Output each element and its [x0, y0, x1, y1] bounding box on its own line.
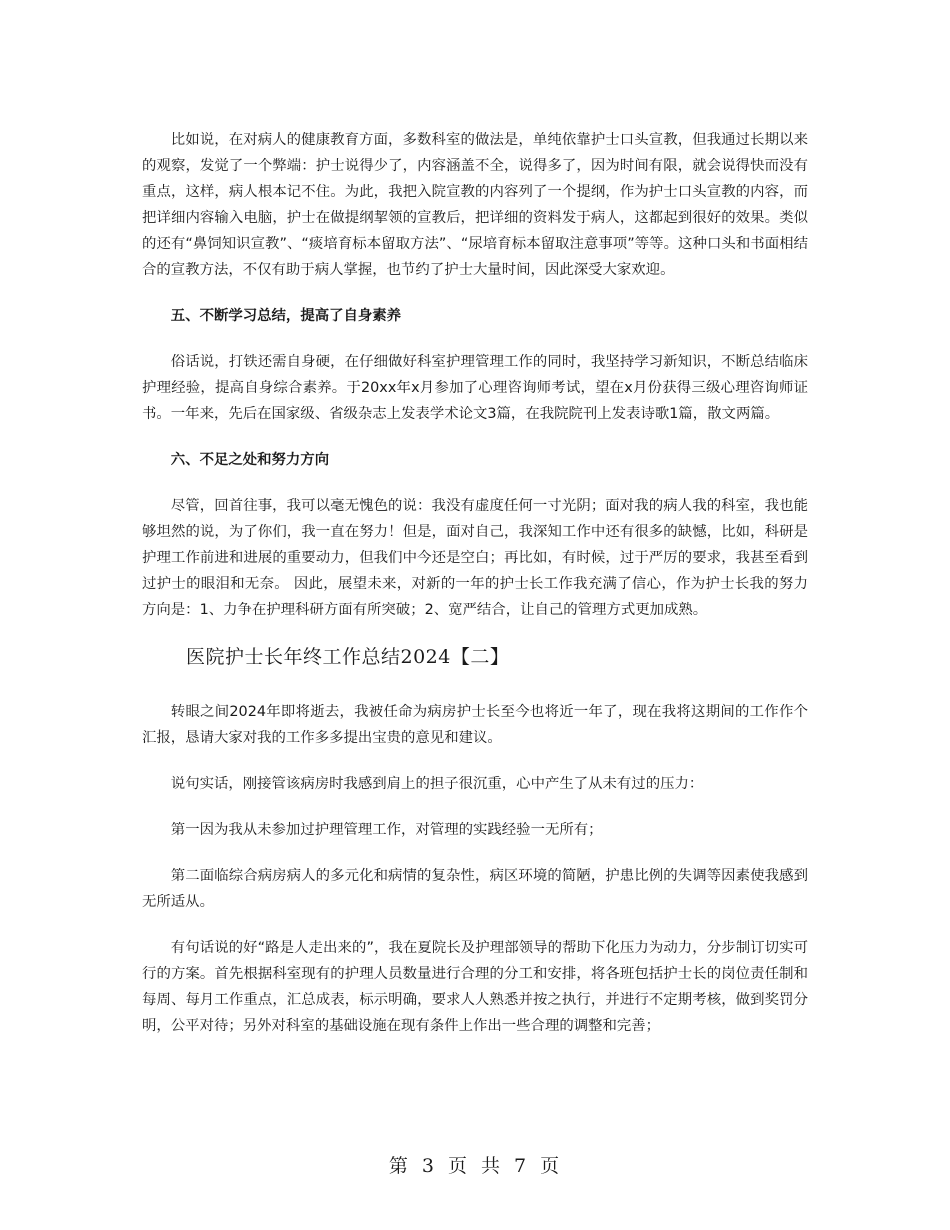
document-body	[142, 127, 808, 1059]
page-number-footer: 第 3 页 共 7 页	[388, 1155, 562, 1177]
section-title-part-2: 医院护士长年终工作总结2024【二】	[186, 646, 510, 668]
heading-section-6: 六、不足之处和努力方向	[170, 452, 330, 468]
paragraph-shortcomings: 尽管，回首往事，我可以毫无愧色的说：我没有虚度任何一寸光阴；面对我的病人我的科室，我也能够坦然的说，为了你们，我一直在努力！但是，面对自己，我深知工作中还有很多的缺憾，比如，科研是护理工作前进和进展的重要动力，但我们中今还是空白；再比如，有时候，过于严厉的要求，我甚至看到过护士的眼泪和无奈。 因此，展望未来，对新的一年的护士长工作我充满了信心，作为护士长我的努力方向是：1、力争在护理科研方面有所突破；2、宽严结合，让自己的管理方式更加成熟。	[142, 498, 808, 618]
paragraph-health-education: 比如说，在对病人的健康教育方面，多数科室的做法是，单纯依靠护士口头宣教，但我通过长期以来的观察，发觉了一个弊端：护士说得少了，内容涵盖不全，说得多了，因为时间有限，就会说得快而没有重点，这样，病人根本记不住。为此，我把入院宣教的内容列了一个提纲，作为护士口头宣教的内容，而把详细内容输入电脑，护士在做提纲挈领的宣教后，把详细的资料发于病人，这都起到很好的效果。类似的还有“鼻饲知识宣教”、“痰培育标本留取方法”、“尿培育标本留取注意事项”等等。这种口头和书面相结合的宣教方法，不仅有助于病人掌握，也节约了护士大量时间，因此深受大家欢迎。	[142, 132, 808, 278]
paragraph-intro: 转眼之间2024年即将逝去，我被任命为病房护士长至今也将近一年了，现在我将这期间的工作作个汇报，恳请大家对我的工作多多提出宝贵的意见和建议。	[142, 704, 808, 746]
paragraph-second-reason: 第二面临综合病房病人的多元化和病情的复杂性，病区环境的简陋，护患比例的失调等因素使我感到无所适从。	[142, 868, 808, 910]
paragraph-first-reason: 第一因为我从未参加过护理管理工作，对管理的实践经验一无所有；	[170, 822, 603, 838]
paragraph-self-study: 俗话说，打铁还需自身硬，在仔细做好科室护理管理工作的同时，我坚持学习新知识，不断总结临床护理经验，提高自身综合素养。于20xx年x月参加了心理咨询师考试，望在x月份获得三级心理咨询师证书。一年来，先后在国家级、省级杂志上发表学术论文3篇，在我院院刊上发表诗歌1篇，散文两篇。	[142, 354, 808, 422]
paragraph-plan: 有句话说的好“路是人走出来的”，我在夏院长及护理部领导的帮助下化压力为动力，分步制订切实可行的方案。首先根据科室现有的护理人员数量进行合理的分工和安排，将各班包括护士长的岗位责任制和每周、每月工作重点，汇总成表，标示明确，要求人人熟悉并按之执行，并进行不定期考核，做到奖罚分明，公平对待；另外对科室的基础设施在现有条件上作出一些合理的调整和完善；	[142, 940, 808, 1034]
paragraph-pressure: 说句实话，刚接管该病房时我感到肩上的担子很沉重，心中产生了从未有过的压力：	[170, 776, 704, 792]
heading-section-5: 五、不断学习总结，提高了自身素养	[170, 308, 402, 324]
